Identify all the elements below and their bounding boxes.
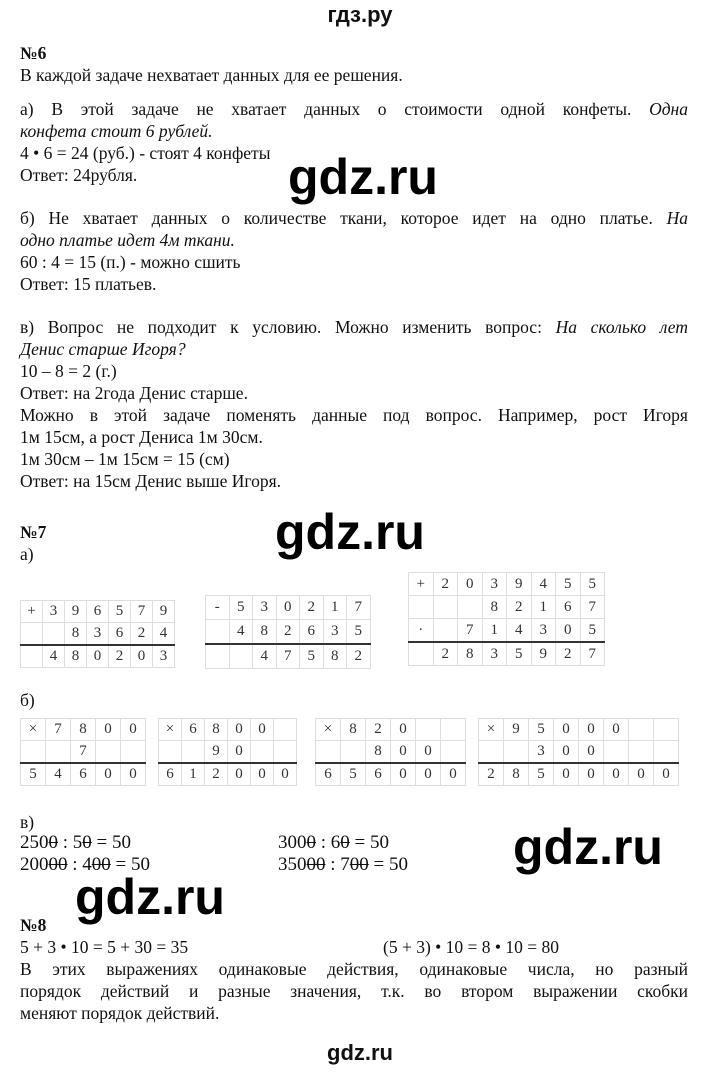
expression-part: 200 bbox=[20, 854, 49, 875]
digit-cell: 5 bbox=[580, 573, 605, 596]
digit-cell: 0 bbox=[579, 719, 604, 741]
task-7-title: №7 bbox=[20, 522, 47, 542]
struck-zeros: 00 bbox=[349, 854, 369, 875]
digit-cell: 8 bbox=[253, 620, 277, 645]
digit-cell: 0 bbox=[391, 763, 416, 786]
digit-cell: × bbox=[21, 719, 46, 741]
digit-cell: 5 bbox=[507, 642, 532, 666]
digit-cell: + bbox=[409, 573, 434, 596]
task-7b-label: б) bbox=[20, 690, 35, 710]
digit-cell bbox=[504, 741, 529, 764]
expression-part: : 7 bbox=[325, 854, 350, 875]
expression-part: = 50 bbox=[110, 854, 150, 875]
digit-cell bbox=[21, 645, 43, 668]
digit-cell: 4 bbox=[153, 623, 175, 646]
expression-part: = 50 bbox=[91, 832, 131, 853]
digit-cell bbox=[433, 619, 458, 643]
task-7a-label: а) bbox=[20, 544, 34, 564]
result-row bbox=[21, 763, 146, 786]
site-footer[interactable]: gdz.ru bbox=[327, 1040, 393, 1065]
task-6v-calc: 10 – 8 = 2 (г.) bbox=[20, 361, 117, 381]
digit-cell: 1 bbox=[182, 763, 205, 786]
digit-cell: 9 bbox=[507, 573, 532, 596]
italic-text: Одна bbox=[649, 99, 688, 119]
digit-cell bbox=[21, 623, 43, 646]
struck-zeros: 0 bbox=[340, 832, 350, 853]
digit-cell: 8 bbox=[65, 645, 87, 668]
digit-cell: 4 bbox=[229, 620, 253, 645]
digit-cell: 7 bbox=[347, 596, 371, 620]
digit-cell bbox=[629, 719, 654, 741]
expression-part: = 50 bbox=[349, 832, 389, 853]
digit-cell: 0 bbox=[228, 719, 251, 741]
digit-cell bbox=[629, 741, 654, 764]
task-8-title: №8 bbox=[20, 915, 47, 935]
digit-cell: 4 bbox=[43, 645, 65, 668]
digit-cell: 6 bbox=[87, 601, 109, 623]
task-8-text3: меняют порядок действий. bbox=[20, 1003, 220, 1023]
task-6-title: №6 bbox=[20, 43, 47, 63]
task-6b-answer: Ответ: 15 платьев. bbox=[20, 274, 157, 294]
digit-cell: 2 bbox=[433, 573, 458, 596]
digit-cell bbox=[21, 741, 46, 764]
watermark: gdz.ru bbox=[275, 504, 425, 560]
digit-cell: 7 bbox=[276, 644, 300, 669]
digit-cell: 5 bbox=[556, 573, 581, 596]
digit-cell: 5 bbox=[21, 763, 46, 786]
digit-cell: 8 bbox=[71, 719, 96, 741]
digit-cell: 2 bbox=[109, 645, 131, 668]
digit-cell bbox=[96, 741, 121, 764]
digit-cell bbox=[341, 741, 366, 764]
digit-cell: 5 bbox=[347, 620, 371, 645]
result-row bbox=[159, 763, 297, 786]
struck-zeros: 0 bbox=[48, 832, 58, 853]
expression-part: 250 bbox=[20, 832, 49, 853]
digit-cell: 6 bbox=[316, 763, 341, 786]
digit-cell: 0 bbox=[579, 741, 604, 764]
digit-cell: 3 bbox=[482, 573, 507, 596]
operand-row bbox=[479, 719, 679, 741]
digit-cell: 0 bbox=[458, 573, 483, 596]
struck-zeros: 00 bbox=[48, 854, 68, 875]
digit-cell: 4 bbox=[531, 573, 556, 596]
digit-cell: 6 bbox=[71, 763, 96, 786]
digit-cell: × bbox=[479, 719, 504, 741]
digit-cell bbox=[46, 741, 71, 764]
expression-part: : 4 bbox=[67, 854, 92, 875]
task-8-text1: В этих выражениях одинаковые действия, одинаковые числа, но разный bbox=[20, 959, 688, 979]
digit-cell bbox=[274, 719, 297, 741]
operand-row bbox=[159, 741, 297, 764]
watermark: gdz.ru bbox=[288, 149, 438, 205]
expression-part: : 5 bbox=[58, 832, 83, 853]
task-6v-more2: 1м 15см, а рост Дениса 1м 30см. bbox=[20, 427, 263, 447]
digit-cell: 2 bbox=[556, 642, 581, 666]
site-header[interactable]: гдз.ру bbox=[327, 2, 393, 27]
task-6a-line2: конфета стоит 6 рублей. bbox=[20, 121, 213, 141]
digit-cell: 4 bbox=[46, 763, 71, 786]
column-multiplication-4 bbox=[478, 718, 679, 786]
text: а) В этой задаче не хватает данных о стоимости одной конфеты. bbox=[20, 99, 632, 119]
digit-cell: 0 bbox=[96, 763, 121, 786]
division-expression bbox=[278, 832, 389, 854]
digit-cell: 0 bbox=[391, 741, 416, 764]
digit-cell: 0 bbox=[604, 763, 629, 786]
struck-zeros: 00 bbox=[91, 854, 111, 875]
digit-cell: 9 bbox=[531, 642, 556, 666]
digit-cell: 2 bbox=[205, 763, 228, 786]
digit-cell bbox=[416, 719, 441, 741]
operand-row bbox=[409, 619, 605, 643]
digit-cell bbox=[458, 596, 483, 619]
watermark: gdz.ru bbox=[513, 819, 663, 875]
column-addition-2 bbox=[205, 595, 371, 669]
operand-row bbox=[159, 719, 297, 741]
digit-cell: 7 bbox=[46, 719, 71, 741]
digit-cell: 6 bbox=[159, 763, 182, 786]
digit-cell: 0 bbox=[629, 763, 654, 786]
result-row bbox=[409, 642, 605, 666]
digit-cell: × bbox=[159, 719, 182, 741]
digit-cell: 2 bbox=[131, 623, 153, 646]
digit-cell: 8 bbox=[458, 642, 483, 666]
digit-cell: 5 bbox=[229, 596, 253, 620]
task-6b-line1 bbox=[20, 208, 688, 229]
operand-row bbox=[21, 623, 175, 646]
task-8-expr2: (5 + 3) • 10 = 8 • 10 = 80 bbox=[383, 937, 560, 957]
expression-part: : 6 bbox=[316, 832, 341, 853]
digit-cell bbox=[229, 644, 253, 669]
digit-cell: 0 bbox=[121, 719, 146, 741]
digit-cell: 3 bbox=[153, 645, 175, 668]
digit-cell: 5 bbox=[341, 763, 366, 786]
digit-cell bbox=[274, 741, 297, 764]
digit-cell: 7 bbox=[580, 642, 605, 666]
digit-cell: 3 bbox=[43, 601, 65, 623]
column-addition-1 bbox=[20, 600, 175, 668]
column-multiplication-3 bbox=[315, 718, 466, 786]
digit-cell: 1 bbox=[531, 596, 556, 619]
digit-cell: 8 bbox=[323, 644, 347, 669]
digit-cell: 8 bbox=[341, 719, 366, 741]
operand-row bbox=[409, 596, 605, 619]
digit-cell bbox=[441, 719, 466, 741]
digit-cell: 8 bbox=[482, 596, 507, 619]
digit-cell: 7 bbox=[458, 619, 483, 643]
digit-cell: 4 bbox=[507, 619, 532, 643]
digit-cell: 7 bbox=[131, 601, 153, 623]
digit-cell bbox=[409, 596, 434, 619]
digit-cell: 5 bbox=[300, 644, 324, 669]
digit-cell: 3 bbox=[87, 623, 109, 646]
italic-text: На bbox=[666, 208, 688, 228]
digit-cell: 0 bbox=[554, 763, 579, 786]
digit-cell: + bbox=[21, 601, 43, 623]
italic-text: На сколько лет bbox=[555, 317, 688, 337]
task-6v-answer: Ответ: на 2года Денис старше. bbox=[20, 383, 248, 403]
digit-cell: 7 bbox=[71, 741, 96, 764]
digit-cell: 0 bbox=[654, 763, 679, 786]
expression-part: = 50 bbox=[368, 854, 408, 875]
operand-row bbox=[21, 719, 146, 741]
digit-cell: 9 bbox=[205, 741, 228, 764]
struck-zeros: 0 bbox=[306, 832, 316, 853]
digit-cell: 5 bbox=[580, 619, 605, 643]
digit-cell: 0 bbox=[554, 741, 579, 764]
operand-row bbox=[21, 601, 175, 623]
operand-row bbox=[316, 719, 466, 741]
digit-cell bbox=[479, 741, 504, 764]
digit-cell: 3 bbox=[323, 620, 347, 645]
digit-cell: 2 bbox=[479, 763, 504, 786]
digit-cell: - bbox=[206, 596, 230, 620]
digit-cell: 3 bbox=[531, 619, 556, 643]
digit-cell: 9 bbox=[65, 601, 87, 623]
digit-cell: 0 bbox=[276, 596, 300, 620]
digit-cell: 6 bbox=[366, 763, 391, 786]
digit-cell: 0 bbox=[391, 719, 416, 741]
watermark: gdz.ru bbox=[75, 869, 225, 925]
digit-cell: 4 bbox=[253, 644, 277, 669]
task-6a-line1 bbox=[20, 99, 688, 120]
task-6v-calc2: 1м 30см – 1м 15см = 15 (см) bbox=[20, 449, 230, 469]
digit-cell: 6 bbox=[300, 620, 324, 645]
task-7v-label: в) bbox=[20, 812, 35, 832]
digit-cell: 6 bbox=[556, 596, 581, 619]
digit-cell: 0 bbox=[416, 741, 441, 764]
digit-cell: 2 bbox=[433, 642, 458, 666]
digit-cell bbox=[604, 741, 629, 764]
digit-cell: 2 bbox=[366, 719, 391, 741]
digit-cell bbox=[433, 596, 458, 619]
digit-cell: 0 bbox=[228, 763, 251, 786]
digit-cell: 2 bbox=[300, 596, 324, 620]
column-multiplication-2 bbox=[158, 718, 297, 786]
digit-cell: 0 bbox=[228, 741, 251, 764]
task-6b-calc: 60 : 4 = 15 (п.) - можно сшить bbox=[20, 252, 241, 272]
digit-cell: 8 bbox=[504, 763, 529, 786]
digit-cell: 0 bbox=[579, 763, 604, 786]
digit-cell: 8 bbox=[205, 719, 228, 741]
operand-row bbox=[206, 596, 371, 620]
digit-cell: 0 bbox=[131, 645, 153, 668]
expression-part: 350 bbox=[278, 854, 307, 875]
operand-row bbox=[409, 573, 605, 596]
digit-cell bbox=[654, 741, 679, 764]
digit-cell: 8 bbox=[65, 623, 87, 646]
digit-cell: 0 bbox=[416, 763, 441, 786]
struck-zeros: 0 bbox=[82, 832, 92, 853]
task-8-expr1: 5 + 3 • 10 = 5 + 30 = 35 bbox=[20, 937, 189, 957]
digit-cell: 0 bbox=[96, 719, 121, 741]
digit-cell: 3 bbox=[529, 741, 554, 764]
result-row bbox=[206, 644, 371, 669]
text: в) Вопрос не подходит к условию. Можно изменить вопрос: bbox=[20, 317, 542, 337]
task-6-intro: В каждой задаче нехватает данных для ее решения. bbox=[20, 65, 403, 85]
digit-cell: 9 bbox=[153, 601, 175, 623]
digit-cell: 0 bbox=[604, 719, 629, 741]
column-addition-3 bbox=[408, 572, 605, 666]
digit-cell: 0 bbox=[556, 619, 581, 643]
digit-cell: 0 bbox=[87, 645, 109, 668]
operand-row bbox=[316, 741, 466, 764]
digit-cell: 7 bbox=[580, 596, 605, 619]
division-expression bbox=[278, 854, 408, 876]
digit-cell: 1 bbox=[323, 596, 347, 620]
digit-cell: 0 bbox=[274, 763, 297, 786]
division-expression bbox=[20, 832, 131, 854]
task-8-text2: порядок действий и разные значения, т.к. во втором выражении скобки bbox=[20, 981, 688, 1001]
task-6v-line2: Денис старше Игоря? bbox=[20, 339, 186, 359]
digit-cell bbox=[206, 620, 230, 645]
digit-cell bbox=[182, 741, 205, 764]
digit-cell: 8 bbox=[366, 741, 391, 764]
digit-cell: 0 bbox=[251, 763, 274, 786]
digit-cell: 5 bbox=[529, 763, 554, 786]
digit-cell: 3 bbox=[253, 596, 277, 620]
digit-cell: 2 bbox=[507, 596, 532, 619]
task-6v-more1: Можно в этой задаче поменять данные под вопрос. Например, рост Игоря bbox=[20, 405, 688, 425]
digit-cell bbox=[121, 741, 146, 764]
digit-cell: 0 bbox=[554, 719, 579, 741]
task-6a-calc: 4 • 6 = 24 (руб.) - стоят 4 конфеты bbox=[20, 143, 271, 163]
task-6v-answer2: Ответ: на 15см Денис выше Игоря. bbox=[20, 471, 282, 491]
digit-cell: 1 bbox=[482, 619, 507, 643]
digit-cell: 3 bbox=[482, 642, 507, 666]
task-6a-answer: Ответ: 24рубля. bbox=[20, 165, 138, 185]
result-row bbox=[316, 763, 466, 786]
digit-cell bbox=[43, 623, 65, 646]
digit-cell: 2 bbox=[276, 620, 300, 645]
digit-cell bbox=[409, 642, 434, 666]
digit-cell: 2 bbox=[347, 644, 371, 669]
column-multiplication-1 bbox=[20, 718, 146, 786]
task-6b-line2: одно платье идет 4м ткани. bbox=[20, 230, 235, 250]
digit-cell: 0 bbox=[251, 719, 274, 741]
digit-cell bbox=[316, 741, 341, 764]
text: б) Не хватает данных о количестве ткани, которое идет на одно платье. bbox=[20, 208, 653, 228]
digit-cell: 5 bbox=[529, 719, 554, 741]
digit-cell: 6 bbox=[182, 719, 205, 741]
digit-cell: 5 bbox=[109, 601, 131, 623]
digit-cell bbox=[206, 644, 230, 669]
digit-cell bbox=[251, 741, 274, 764]
operand-row bbox=[206, 620, 371, 645]
struck-zeros: 00 bbox=[306, 854, 326, 875]
result-row bbox=[21, 645, 175, 668]
digit-cell: × bbox=[316, 719, 341, 741]
digit-cell: 0 bbox=[441, 763, 466, 786]
operand-row bbox=[479, 741, 679, 764]
digit-cell: 0 bbox=[121, 763, 146, 786]
digit-cell bbox=[159, 741, 182, 764]
operand-row bbox=[21, 741, 146, 764]
digit-cell: 6 bbox=[109, 623, 131, 646]
digit-cell: 9 bbox=[504, 719, 529, 741]
result-row bbox=[479, 763, 679, 786]
task-6v-line1 bbox=[20, 317, 688, 338]
digit-cell bbox=[654, 719, 679, 741]
expression-part: 300 bbox=[278, 832, 307, 853]
digit-cell bbox=[441, 741, 466, 764]
digit-cell: · bbox=[409, 619, 434, 643]
